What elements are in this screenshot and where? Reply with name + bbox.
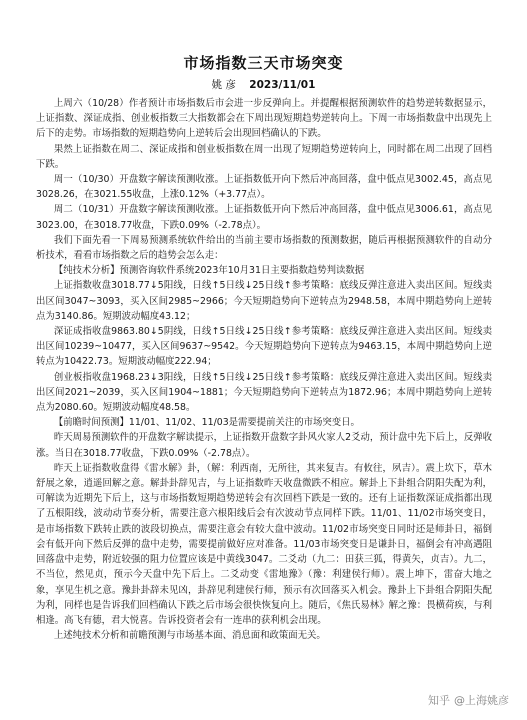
article-body (36, 96, 492, 643)
watermark-handle: @上海姚彦 (454, 694, 509, 707)
paragraph-chinext: 创业板指收盘1968.23↓3阳线，日线↑5日线↓25日线↑参考策略：底线反弹注意进入卖出区间。短线卖出区间2021~2039，买入区间1904~1881；今天短期趋势向下逆转点为1872.96；本周中期趋势向上逆转点为2080.60。短期波动幅度48.58。 (36, 371, 492, 414)
paragraph-result: 果然上证指数在周二、深证成指和创业板指数在周一出现了短期趋势逆转向上，同时都在周二出现了回档下跌。 (36, 143, 492, 170)
paragraph-monday: 周一（10/30）开盘数字解读预测收涨。上证指数低开向下然后冲高回落，盘中低点见3002.45，高点见3028.26，在3021.55收盘，上涨0.12%（+3.77点）。 (36, 174, 492, 201)
watermark (428, 692, 509, 708)
watermark-site: 知乎 (428, 694, 450, 707)
author-name: 姚 彦 (211, 79, 236, 91)
paragraph-preview: 我们下面先看一下周易预测系统软件给出的当前主要市场指数的预测数据，随后再根据预测软件的自动分析技术，看看市场指数之后的趋势会怎么走： (36, 234, 492, 262)
document-title: 市场指数三天市场突变 (183, 54, 344, 72)
paragraph-opening-reading: 昨天周易预测软件的开盘数字解读提示，上证指数开盘数字卦风火家人2爻动，预计盘中先下后上，反弹收涨。当日在3018.77收盘，下跌0.09%（-2.78点）。 (36, 432, 492, 459)
paragraph-forecast-header: 【前瞻时间预测】11/01、11/02、11/03是需要提前关注的市场突变日。 (53, 417, 360, 429)
byline (0, 77, 527, 92)
paragraph-shanghai: 上证指数收盘3018.77↓5阳线，日线↑5日线↓25日线↑参考策略：底线反弹注意进入卖出区间。短线卖出区间3047~3093，买入区间2985~2966；今天短期趋势向下逆转点为2948.58，本周中期趋势向上逆转点为3140.86。短期波动幅度43.12； (36, 280, 492, 322)
paragraph-tuesday: 周二（10/31）开盘数字解读预测收涨。上证指数低开向下然后冲高回落，盘中低点见3006.61，高点见3023.00，在3018.77收盘，下跌0.09%（-2.78点）。 (36, 204, 492, 231)
paragraph-disclaimer: 上述纯技术分析和前瞻预测与市场基本面、消息面和政策面无关。 (53, 630, 326, 642)
paragraph-tech-header: 【纯技术分析】预测咨询软件系统2023年10月31日主要指数趋势判读数据 (53, 265, 365, 277)
paragraph-hexagram: 昨天上证指数收盘得《雷水解》卦，（解：利西南，无所往，其来复吉。有攸往，夙吉）。震上坎下，草木舒展之象，逍遥回解之意。解卦卦辞见吉，与上证指数昨天收盘微跌不相应。解卦上下卦组合阴阳失配为利，可解读为近期先下后上，这与市场指数短期趋势逆转会有次回档下跌是一致的。还有上证指数深证成指都出现了五根阳线，波动动节奏分析，需要注意六根阳线后会有次波动节点同样下跌。11/01、11/02市场突变日，是市场指数下跌转止跌的波段切换点，需要注意会有较大盘中波动。11/02市场突变日同时还是师卦日，福倒会有低开向下然后反弹的盘中走势，需要提前做好应对准备。11/03市场突变日是谦卦日，福倒会有冲高遇阻回落盘中走势，附近较强的阻力位置应该是中黄线3047。二爻动（九二：田获三狐，得黄矢，贞吉）。九二，不当位，然见贞，预示今天盘中先下后上。二爻动变《雷地豫》（豫：利建侯行师）。震上坤下，雷奋大地之象，享见生机之意。豫卦卦辞未见凶，卦辞见利建侯行师，预示有次回落买入机会。豫卦上下卦组合阴阳失配为利，同样也是告诉我们回档确认下跌之后市场会很快恢复向上。随后，《焦氏易林》解之豫：畏横荷疾，与利相逢。高飞有德，君大悦喜。告诉投资者会有一连串的获利机会出现。 (36, 462, 492, 626)
publish-date: 2023/11/01 (249, 79, 316, 91)
paragraph-shenzhen: 深证成指收盘9863.80↓5阴线，日线↑5日线↓25日线↑参考策略：底线反弹注意进入卖出区间。短线卖出区间10239~10477，买入区间9637~9542。今天短期趋势向下逆转点为9463.15，本周中期趋势向上逆转点为10422.73。短期波动幅度222.94； (36, 326, 492, 368)
paragraph-intro: 上周六（10/28）作者预计市场指数后市会进一步反弹向上。并提醒根据预测软件的趋势逆转数据显示，上证指数、深证成指、创业板指数三大指数都会在下周出现短期趋势逆转向上。下周一市场指数盘中出现先上后下的走势。市场指数的短期趋势向上逆转后会出现回档确认的下跌。 (36, 98, 492, 140)
